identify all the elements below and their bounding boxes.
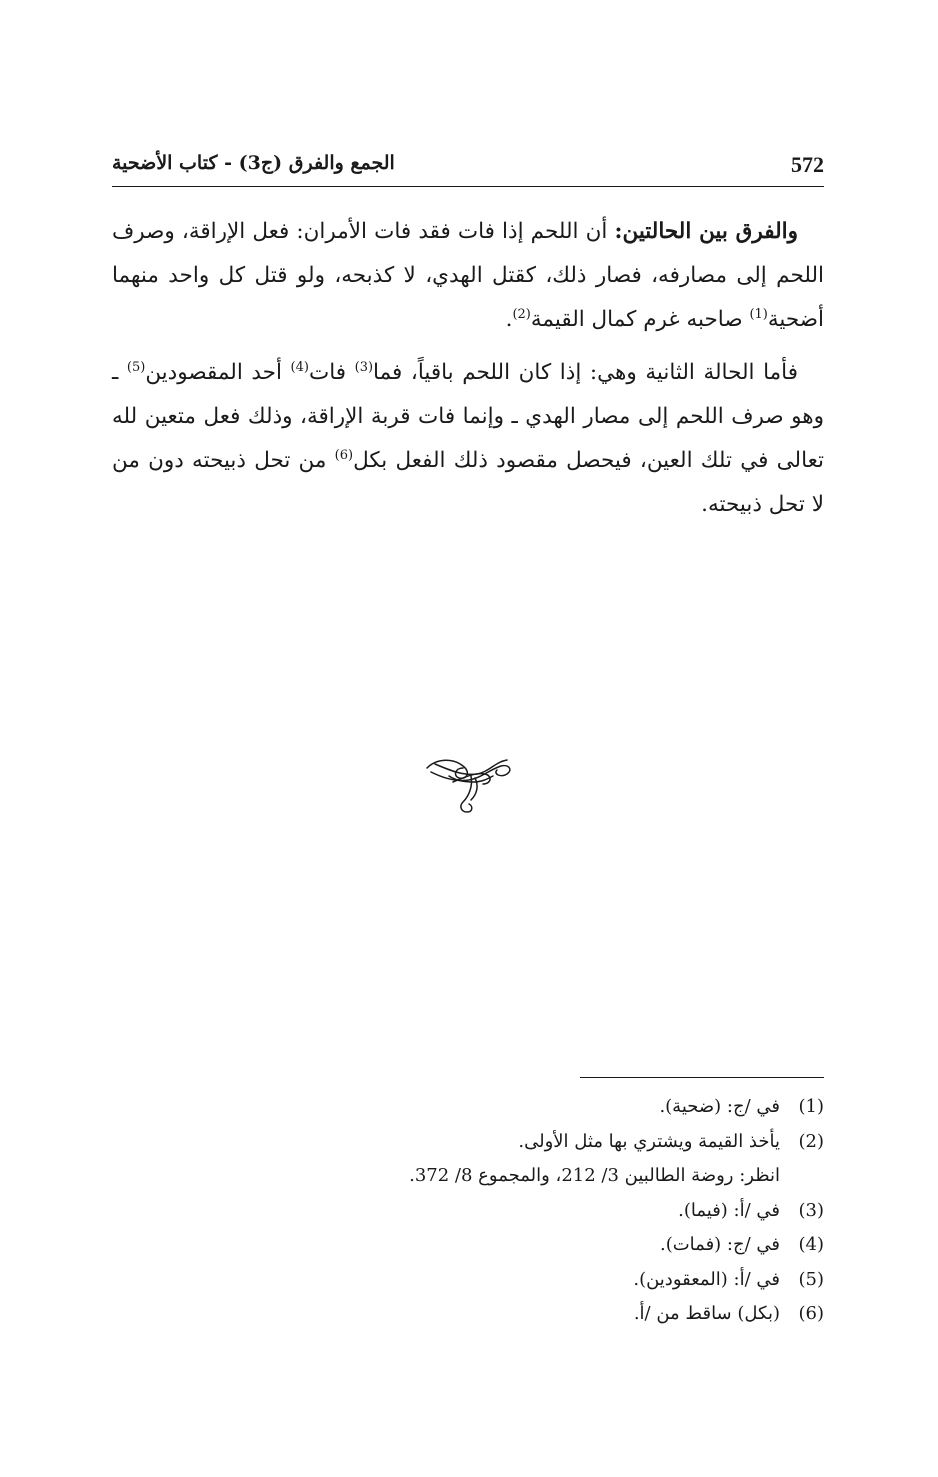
fleuron-ornament-icon [423,752,515,816]
text-segment: ـ وهو صرف اللحم إلى مصار الهدي ـ وإنما فات قربة الإراقة، وذلك فعل متعين لله تعالى في تلك العين، فيحصل مقصود ذلك الفعل بكل [112,360,824,473]
paragraph-2 [112,351,824,527]
text-segment: . [505,307,513,332]
footnote-number: (3) [798,1199,824,1221]
footnote-number: (4) [798,1234,824,1255]
footnote-text: في /ج: (ضحية). [659,1096,780,1117]
text-segment: من تحل ذبيحته دون من لا تحل ذبيحته. [112,448,824,517]
footnote-text: في /أ: (فيما). [678,1199,780,1221]
footnote-ref-2[interactable]: (2) [512,306,531,322]
text-segment: أن اللحم إذا فات فقد فات الأمران: فعل الإراقة، وصرف اللحم إلى مصارفه، فصار ذلك، كقتل الهدي، لا كذبحه، ولو قتل كل واحد منهما أضحية [112,219,824,332]
text-segment: صاحبه غرم كمال القيمة [530,307,750,332]
footnotes-list [112,1090,824,1332]
text-segment: فأما الحالة الثانية وهي: إذا كان اللحم باقياً، فما [373,360,798,385]
footnote-ref-1[interactable]: (1) [749,306,768,322]
footnote-ref-6[interactable]: (6) [334,447,354,463]
footnote-text: في /أ: (المعقودين). [633,1268,780,1290]
footnote-text: يأخذ القيمة ويشتري بها مثل الأولى. [518,1130,780,1152]
footnote-text: في /ج: (فمات). [659,1234,780,1255]
footnote-5 [112,1263,824,1298]
paragraph-1 [112,210,824,342]
footnote-number: (2) [798,1130,824,1152]
footnote-ref-5[interactable]: (5) [126,359,146,375]
footnote-1 [112,1090,824,1125]
footnote-ref-3[interactable]: (3) [354,359,374,375]
footnote-text: انظر: روضة الطالبين 3/ 212، والمجموع 8/ 372. [409,1165,780,1186]
page-header [112,150,824,187]
footnote-number: (5) [798,1268,824,1290]
footnote-4 [112,1228,824,1263]
footnote-text: (بكل) ساقط من /أ. [633,1303,780,1324]
footnote-divider [580,1077,824,1078]
footnote-2 [112,1125,824,1160]
footnote-ref-4[interactable]: (4) [290,359,309,375]
footnote-number: (1) [798,1096,824,1117]
page-number: 572 [791,152,824,177]
text-segment: أحد المقصودين [145,360,291,385]
footnote-2-continuation [112,1159,824,1194]
footnote-3 [112,1194,824,1229]
footnote-number: (6) [798,1303,824,1324]
running-title: الجمع والفرق (ج3) - كتاب الأضحية [112,152,395,174]
footnote-6 [112,1297,824,1332]
main-text [112,210,824,536]
paragraph-lead: والفرق بين الحالتين: [614,219,798,244]
text-segment: فات [308,360,355,385]
